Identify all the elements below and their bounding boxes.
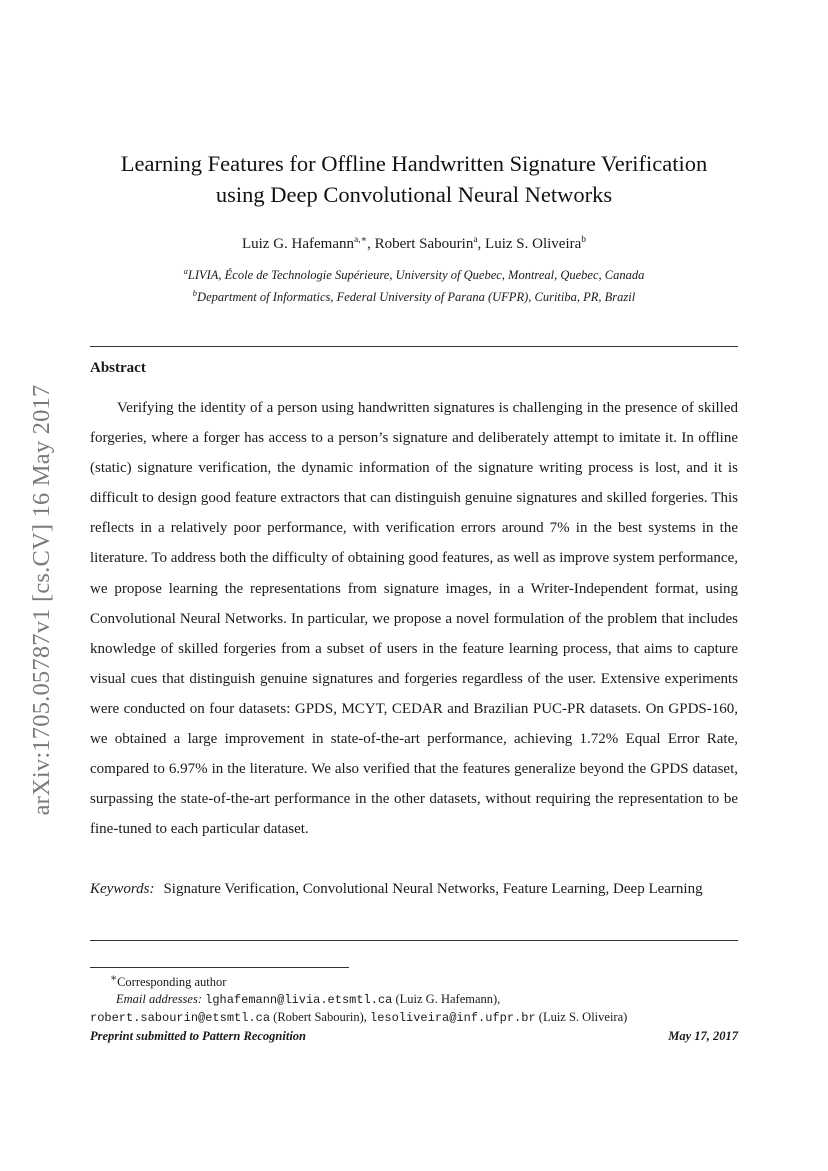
author-separator: , <box>367 236 375 252</box>
arxiv-identifier-stamp <box>22 352 62 847</box>
email-address-link[interactable]: lghafemann@livia.etsmtl.ca <box>205 993 393 1008</box>
affiliation-item <box>90 262 738 284</box>
affiliation-mark: a <box>183 266 188 276</box>
abstract-heading: Abstract <box>90 360 146 376</box>
arxiv-identifier-text: arXiv:1705.05787v1 [cs.CV] 16 May 2017 <box>28 384 55 815</box>
abstract-top-rule <box>90 346 738 347</box>
preprint-date: May 17, 2017 <box>668 1029 738 1043</box>
author-name: Robert Sabourin <box>374 236 474 252</box>
email-owner: (Robert Sabourin), <box>270 1010 371 1025</box>
page-footer <box>90 1029 738 1044</box>
footnote-rule <box>90 967 349 968</box>
keywords-text: Signature Verification, Convolutional Neural Networks, Feature Learning, Deep Learning <box>163 881 703 897</box>
corresponding-author-note <box>90 970 738 991</box>
affiliation-list <box>90 262 738 306</box>
email-owner: (Luiz S. Oliveira) <box>535 1010 628 1025</box>
author-affiliation-mark: a <box>473 235 478 245</box>
email-owner: (Luiz G. Hafemann), <box>392 992 501 1007</box>
author-affiliation-mark: b <box>581 235 587 245</box>
paper-title <box>90 148 738 210</box>
abstract-bottom-rule <box>90 940 738 941</box>
email-label: Email addresses: <box>116 992 202 1007</box>
paper-title-line-2: using Deep Convolutional Neural Networks <box>215 182 613 207</box>
author-affiliation-mark: a,∗ <box>354 235 368 245</box>
author-separator: , <box>477 236 486 252</box>
keywords <box>90 874 738 904</box>
author-name: Luiz S. Oliveira <box>485 236 582 252</box>
affiliation-mark: b <box>192 288 198 299</box>
corresponding-mark: ∗ <box>110 973 118 984</box>
affiliation-text: LIVIA, École de Technologie Supérieure, University of Quebec, Montreal, Quebec, Canada <box>187 268 645 283</box>
email-address-link[interactable]: robert.sabourin@etsmtl.ca <box>90 1011 271 1026</box>
preprint-note: Preprint submitted to Pattern Recognition <box>90 1029 306 1043</box>
abstract-text: Verifying the identity of a person using handwritten signatures is challenging in the presence of skilled forgeries, where a forger has access to a person’s signature and deliberately attempt to imitate it. In offline (static) signature verification, the dynamic information of the signature writing process is lost, and it is difficult to design good feature extractors that can distinguish genuine signatures and skilled forgeries. This reflects in a relatively poor performance, with verification errors around 7% in the best systems in the literature. To address both the difficulty of obtaining good features, as well as improve system performance, we propose learning the representations from signature images, in a Writer-Independent format, using Convolutional Neural Networks. In particular, we propose a novel formulation of the problem that includes knowledge of skilled forgeries from a subset of users in the feature learning process, that aims to capture visual cues that distinguish genuine signatures and forgeries regardless of the user. Extensive experiments were conducted on four datasets: GPDS, MCYT, CEDAR and Brazilian PUC-PR datasets. On GPDS-160, we obtained a large improvement in state-of-the-art performance, achieving 1.72% Equal Error Rate, compared to 6.97% in the literature. We also verified that the features generalize beyond the GPDS dataset, surpassing the state-of-the-art performance in the other datasets, without requiring the representation to be fine-tuned to each particular dataset. <box>90 400 738 838</box>
keywords-label: Keywords: <box>90 881 155 897</box>
affiliation-text: Department of Informatics, Federal University of Parana (UFPR), Curitiba, PR, Brazil <box>197 290 636 305</box>
footnotes <box>90 970 738 1027</box>
email-line-1 <box>90 991 738 1009</box>
paper-title-line-1: Learning Features for Offline Handwritten Signature Verification <box>120 151 708 176</box>
email-address-link[interactable]: lesoliveira@inf.ufpr.br <box>370 1011 536 1026</box>
author-list <box>90 230 738 254</box>
email-line-2 <box>90 1009 738 1027</box>
corresponding-text: Corresponding author <box>117 975 227 990</box>
author-name: Luiz G. Hafemann <box>241 236 355 252</box>
affiliation-item <box>90 284 738 306</box>
